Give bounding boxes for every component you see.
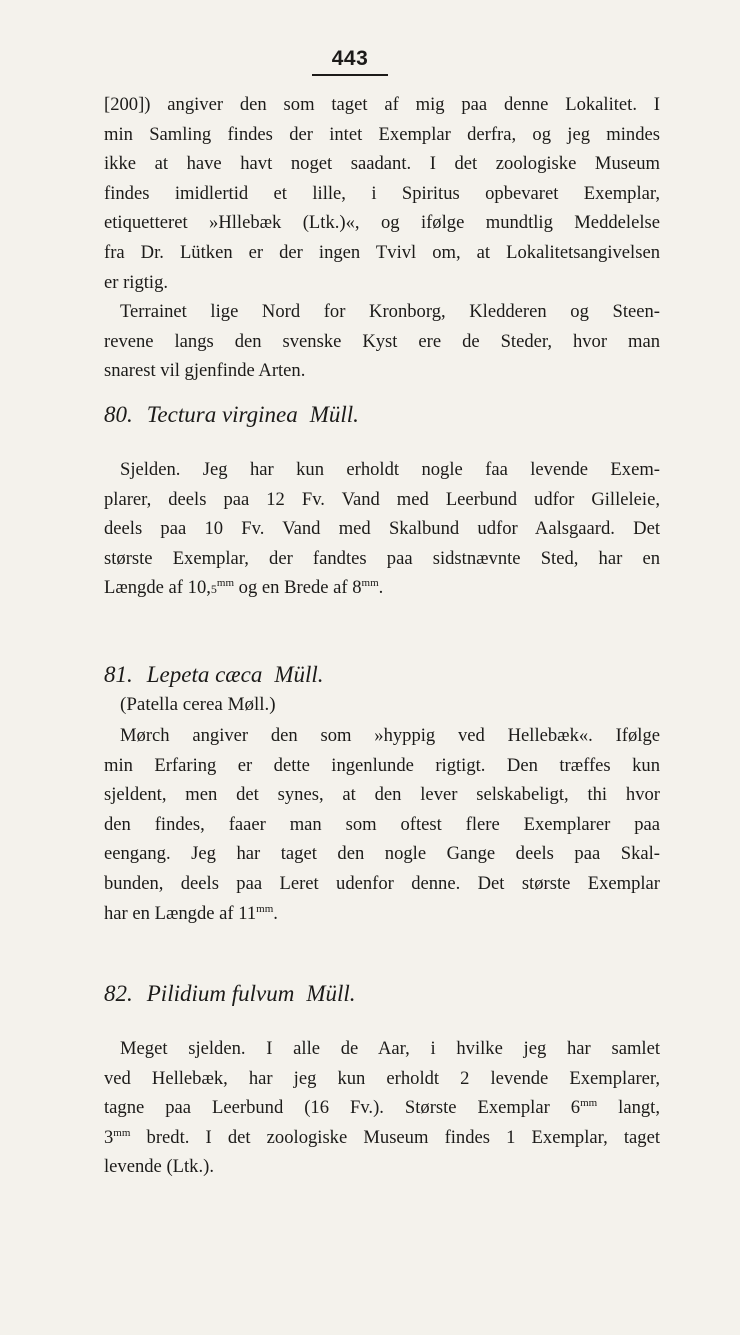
text-line: min Samling findes der intet Exemplar derfra, og jeg mindes <box>104 123 660 145</box>
species-author: Müll. <box>306 981 356 1006</box>
species-heading <box>104 400 660 430</box>
text-line: deels paa 10 Fv. Vand med Skalbund udfor Aalsgaard. Det <box>104 518 660 540</box>
text-line: levende (Ltk.). <box>104 1156 214 1178</box>
unit-superscript: mm <box>256 902 274 915</box>
text-line <box>104 573 660 603</box>
text-line: snarest vil gjenfinde Arten. <box>104 360 306 382</box>
text-line: etiquetteret »Hllebæk (Ltk.)«, og ifølge mundtlig Meddelelse <box>104 212 660 234</box>
text-line: sjeldent, men det synes, at den lever selskabeligt, thi hvor <box>104 784 660 806</box>
species-name: Pilidium fulvum <box>146 981 295 1006</box>
text-line: største Exemplar, der fandtes paa sidstnævnte Sted, har en <box>104 547 660 569</box>
text-line: bunden, deels paa Leret udenfor denne. Det største Exemplar <box>104 872 660 894</box>
text-fragment: og en Brede af 8 <box>234 577 362 599</box>
text-line: Sjelden. Jeg har kun erholdt nogle faa levende Exem- <box>120 459 660 480</box>
text-line <box>104 1123 660 1153</box>
section-80-body <box>104 455 660 603</box>
species-name: Lepeta cæca <box>146 662 263 687</box>
page-number: 443 <box>312 47 388 76</box>
text-line: findes imidlertid et lille, i Spiritus opbevaret Exemplar, <box>104 182 660 204</box>
section-number: 80. <box>104 402 133 427</box>
text-fragment: langt, <box>597 1097 660 1119</box>
text-fragment: bredt. I det zoologiske Museum findes 1 Exemplar, taget <box>130 1126 660 1148</box>
text-line: plarer, deels paa 12 Fv. Vand med Leerbund udfor Gilleleie, <box>104 488 660 510</box>
text-line: min Erfaring er dette ingenlunde rigtigt. Den træffes kun <box>104 754 660 776</box>
text-line <box>104 1093 660 1123</box>
text-fragment: 3 <box>104 1126 114 1148</box>
unit-superscript: mm <box>216 577 235 590</box>
species-synonym: (Patella cerea Møll.) <box>120 694 276 715</box>
section-80-heading <box>104 400 660 430</box>
text-line: er rigtig. <box>104 271 169 293</box>
text-line: eengang. Jeg har taget den nogle Gange deels paa Skal- <box>104 843 660 865</box>
text-line: Terrainet lige Nord for Kronborg, Kledderen og Steen- <box>120 301 660 322</box>
text-line: ikke at have havt noget saadant. I det zoologiske Museum <box>104 153 660 175</box>
text-fragment: har en Længde af 11 <box>104 902 257 924</box>
text-line: revene langs den svenske Kyst ere de Steder, hvor man <box>104 330 660 352</box>
text-fragment: tagne paa Leerbund (16 Fv.). Største Exemplar 6 <box>104 1097 581 1119</box>
text-line: den findes, faaer man som oftest flere Exemplarer paa <box>104 813 660 835</box>
text-line: ved Hellebæk, har jeg kun erholdt 2 levende Exemplarer, <box>104 1067 660 1089</box>
text-line: Meget sjelden. I alle de Aar, i hvilke jeg har samlet <box>120 1038 660 1059</box>
text-line <box>104 899 660 929</box>
species-author: Müll. <box>274 662 324 687</box>
unit-superscript: mm <box>113 1126 131 1139</box>
text-line: Mørch angiver den som »hyppig ved Hellebæk«. Ifølge <box>120 725 660 746</box>
species-author: Müll. <box>309 402 359 427</box>
text-line: fra Dr. Lütken er der ingen Tvivl om, at Lokalitetsangivelsen <box>104 241 660 263</box>
text-line: [200]) angiver den som taget af mig paa denne Lokalitet. I <box>104 94 660 115</box>
section-82-body <box>104 1034 660 1182</box>
section-number: 81. <box>104 662 133 687</box>
section-81-body <box>104 721 660 928</box>
species-heading <box>104 979 660 1009</box>
intro-paragraph <box>104 90 660 297</box>
unit-superscript: mm <box>361 577 379 590</box>
species-heading <box>104 660 660 690</box>
section-81-heading <box>104 660 660 720</box>
species-name: Tectura virginea <box>146 402 298 427</box>
section-82-heading <box>104 979 660 1009</box>
unit-superscript: mm <box>580 1097 598 1110</box>
section-number: 82. <box>104 981 133 1006</box>
text-fragment: . <box>378 577 384 599</box>
terrain-paragraph <box>104 297 660 386</box>
decimal-digit: 5 <box>210 582 217 597</box>
text-fragment: . <box>273 902 278 924</box>
text-fragment: Længde af 10, <box>104 577 211 599</box>
